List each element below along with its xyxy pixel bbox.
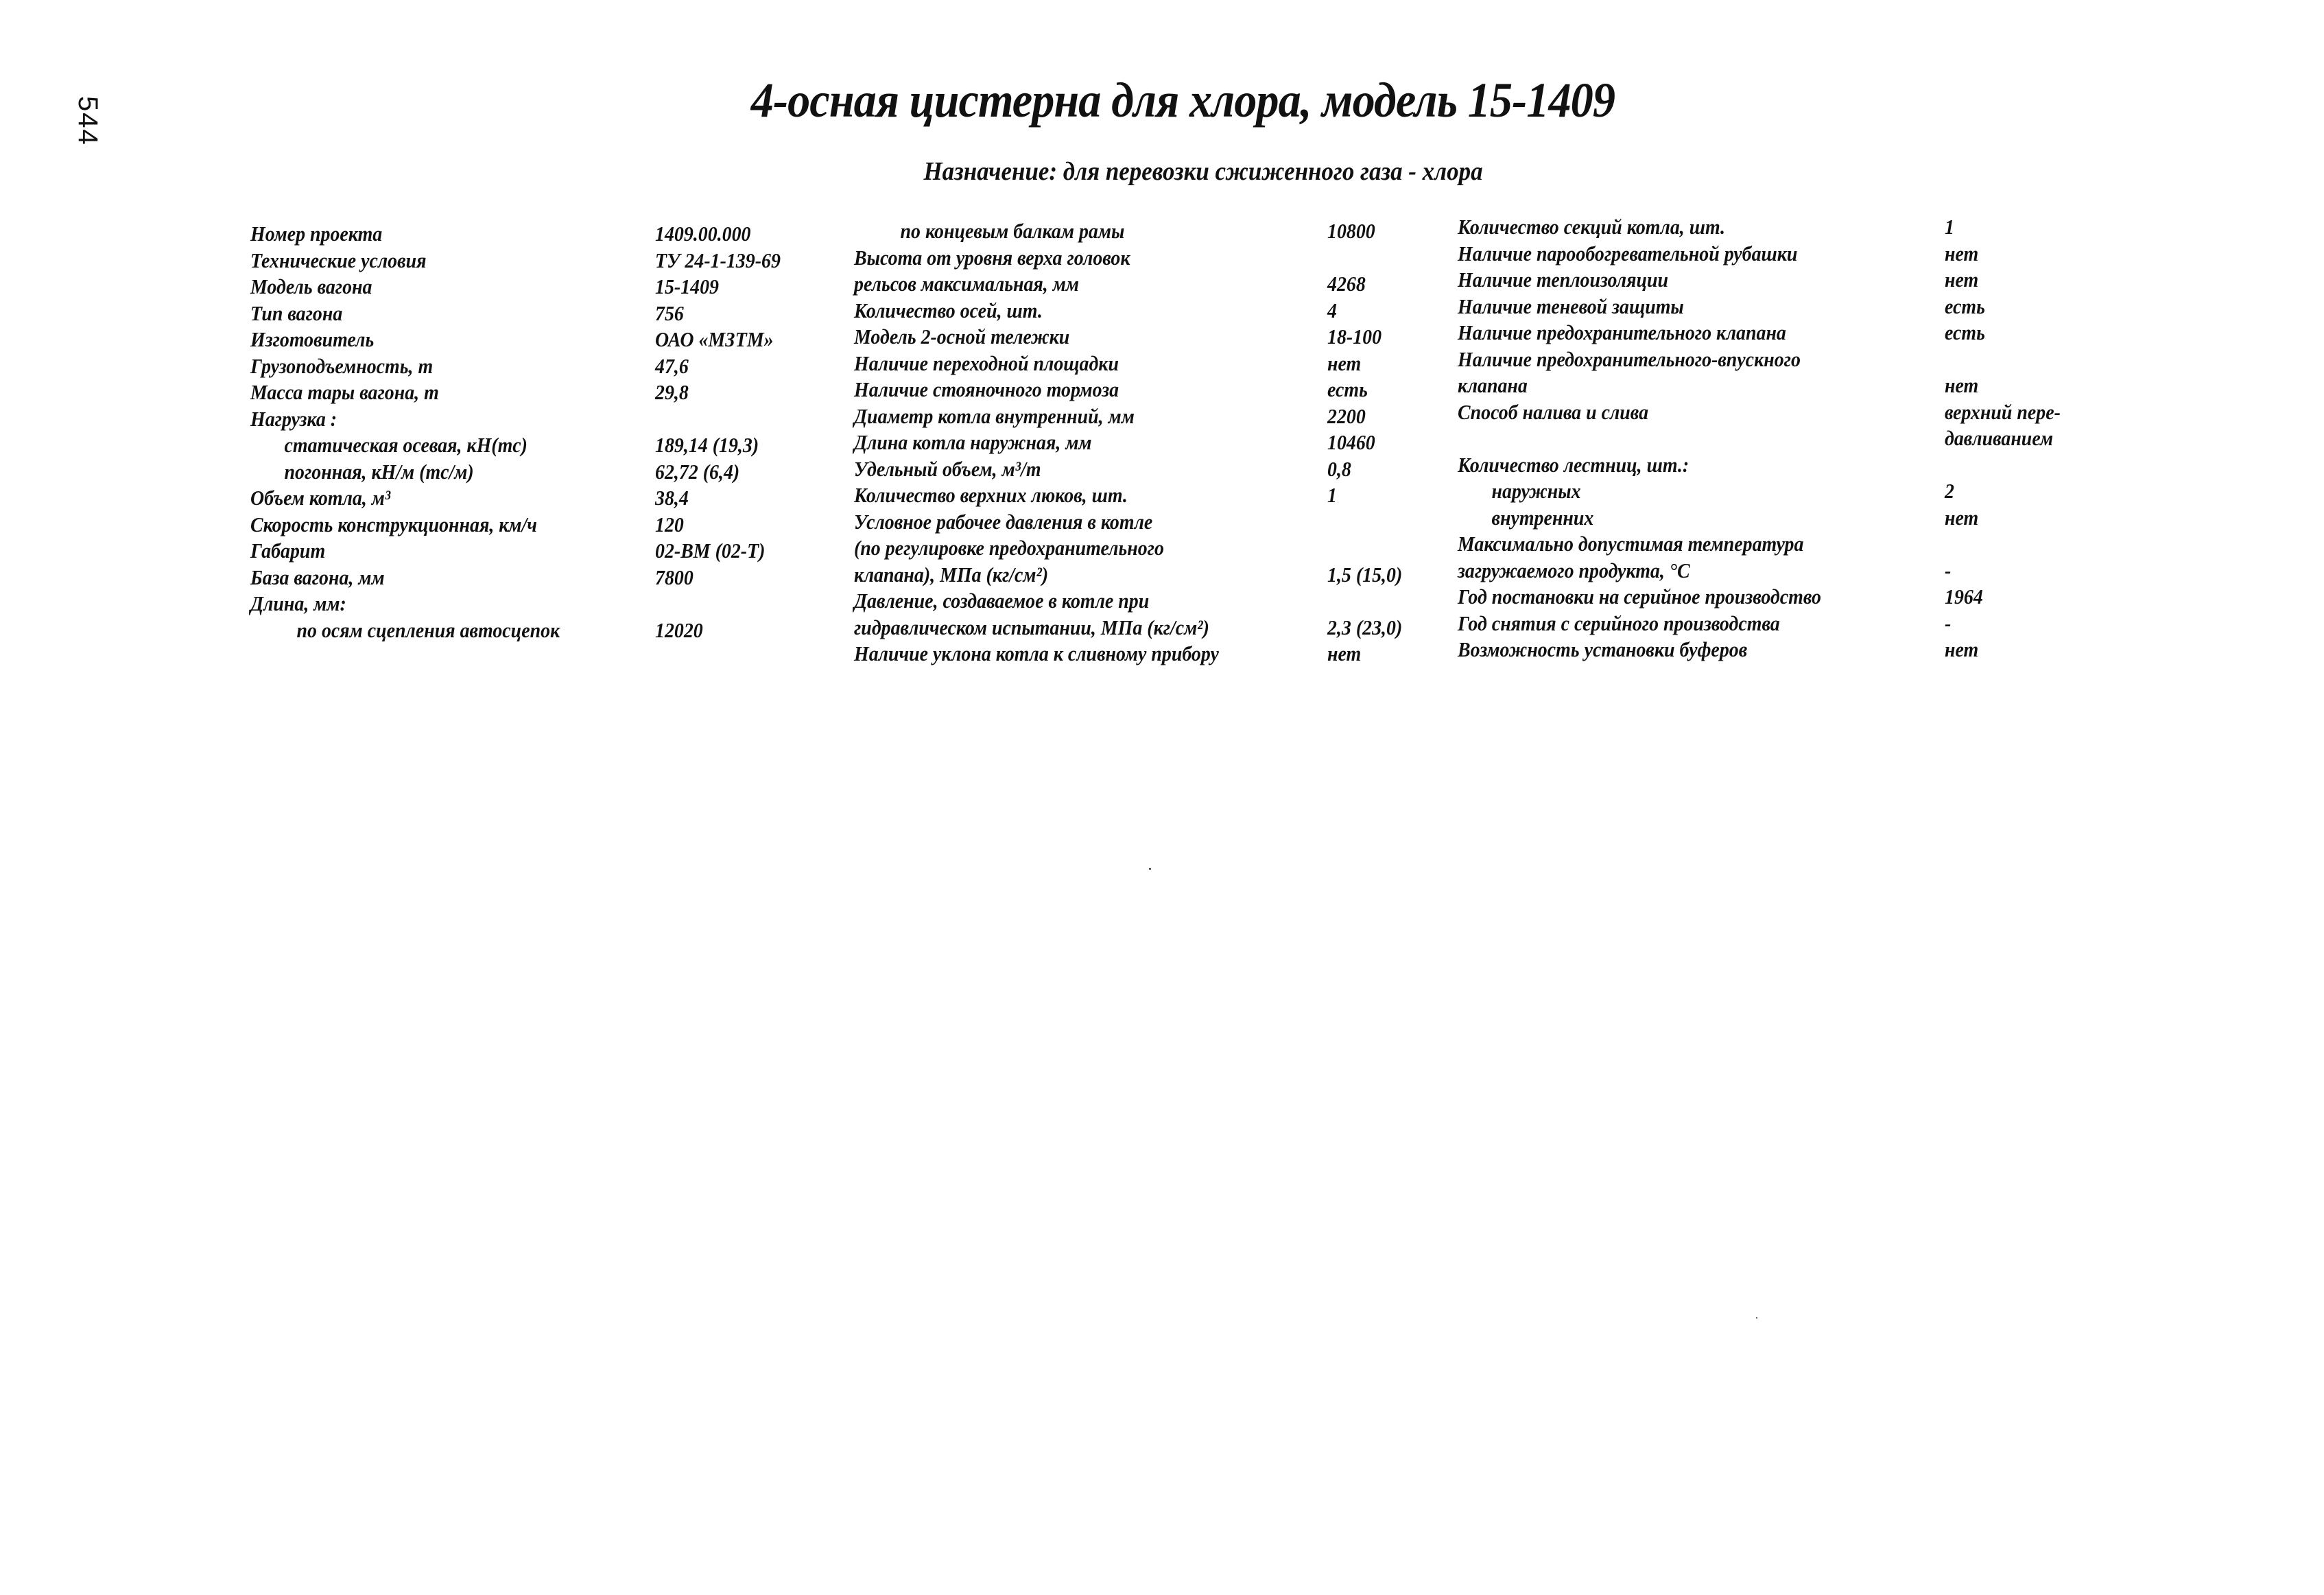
spec-label: Грузоподъемность, т bbox=[250, 353, 434, 378]
spec-value: 189,14 (19,3) bbox=[655, 433, 759, 457]
spec-row bbox=[250, 353, 868, 380]
spec-row bbox=[250, 617, 868, 644]
spec-column-1 bbox=[250, 221, 868, 643]
spec-value: 62,72 (6,4) bbox=[655, 459, 740, 484]
spec-label: Длина, мм: bbox=[250, 591, 346, 615]
spec-label: Наличие теплоизоляции bbox=[1458, 268, 1669, 292]
spec-label: Количество верхних люков, шт. bbox=[854, 483, 1128, 507]
scan-speck bbox=[1149, 868, 1151, 870]
spec-value: 4 bbox=[1327, 298, 1337, 322]
spec-row bbox=[250, 591, 868, 617]
spec-row bbox=[854, 351, 1471, 377]
spec-label: гидравлическом испытании, МПа (кг/см²) bbox=[854, 615, 1209, 639]
spec-value: 10460 bbox=[1327, 430, 1375, 454]
spec-label: Тип вагона bbox=[250, 300, 343, 325]
spec-row bbox=[1458, 214, 2144, 241]
spec-label: Условное рабочее давления в котле bbox=[854, 509, 1153, 534]
spec-value: 15-1409 bbox=[655, 274, 719, 298]
spec-value: 1,5 (15,0) bbox=[1327, 562, 1403, 587]
spec-row bbox=[250, 248, 868, 274]
spec-label: Скорость конструкционная, км/ч bbox=[250, 512, 537, 536]
spec-row bbox=[1458, 611, 2144, 637]
spec-label: База вагона, мм bbox=[250, 565, 385, 589]
spec-value: 0,8 bbox=[1327, 456, 1351, 481]
spec-row bbox=[854, 324, 1471, 351]
spec-column-3 bbox=[1458, 214, 2144, 663]
spec-label: Изготовитель bbox=[250, 327, 375, 351]
spec-value: давливанием bbox=[1945, 426, 2054, 450]
spec-row bbox=[854, 429, 1471, 456]
spec-row bbox=[1458, 346, 2144, 373]
spec-row bbox=[1458, 452, 2144, 479]
spec-value: нет bbox=[1327, 351, 1362, 375]
spec-row bbox=[250, 459, 868, 486]
spec-value: нет bbox=[1945, 505, 1979, 530]
spec-value: верхний пере- bbox=[1945, 399, 2061, 424]
spec-label: Максимально допустимая температура bbox=[1458, 532, 1804, 556]
spec-value: 756 bbox=[655, 300, 684, 325]
spec-label: Модель 2-осной тележки bbox=[854, 324, 1070, 348]
spec-label: клапана), МПа (кг/см²) bbox=[854, 562, 1049, 587]
spec-label: (по регулировке предохранительного bbox=[854, 536, 1164, 560]
spec-value: есть bbox=[1945, 294, 1985, 318]
document-subtitle: Назначение: для перевозки сжиженного газа - хлора bbox=[923, 157, 1483, 186]
spec-value: нет bbox=[1945, 637, 1979, 661]
spec-row bbox=[854, 562, 1471, 589]
spec-row bbox=[250, 485, 868, 512]
spec-row bbox=[250, 300, 868, 327]
spec-value: 38,4 bbox=[655, 486, 689, 510]
spec-row bbox=[1458, 373, 2144, 399]
spec-row bbox=[250, 221, 868, 248]
spec-label: Масса тары вагона, т bbox=[250, 380, 439, 404]
spec-row bbox=[250, 406, 868, 433]
spec-row bbox=[854, 641, 1471, 667]
spec-value: 1964 bbox=[1945, 584, 1983, 609]
spec-value: 2,3 (23,0) bbox=[1327, 615, 1403, 639]
spec-row bbox=[854, 456, 1471, 483]
spec-value: 29,8 bbox=[655, 380, 689, 404]
spec-value: нет bbox=[1327, 641, 1362, 665]
spec-value: нет bbox=[1945, 373, 1979, 397]
spec-row bbox=[1458, 505, 2144, 532]
spec-row bbox=[1458, 241, 2144, 268]
spec-value: 1 bbox=[1945, 215, 1954, 239]
spec-label: Удельный объем, м³/т bbox=[854, 456, 1041, 481]
spec-label: Наличие стояночного тормоза bbox=[854, 377, 1119, 401]
spec-row bbox=[1458, 531, 2144, 558]
spec-value: нет bbox=[1945, 268, 1979, 292]
spec-row bbox=[1458, 399, 2144, 426]
spec-row bbox=[854, 403, 1471, 430]
spec-label: Объем котла, м³ bbox=[250, 486, 391, 510]
spec-label: Модель вагона bbox=[250, 274, 372, 298]
spec-row bbox=[854, 535, 1471, 562]
spec-row bbox=[1458, 320, 2144, 346]
spec-value: - bbox=[1945, 611, 1952, 635]
spec-row bbox=[854, 615, 1471, 641]
spec-label: Нагрузка : bbox=[250, 406, 337, 431]
spec-row bbox=[1458, 294, 2144, 320]
spec-label: Длина котла наружная, мм bbox=[854, 430, 1092, 454]
spec-label: Наличие парообогревательной рубашки bbox=[1458, 241, 1798, 265]
spec-label: загружаемого продукта, °С bbox=[1458, 558, 1690, 582]
spec-label: Наличие предохранительного клапана bbox=[1458, 320, 1786, 344]
spec-label: Количество лестниц, шт.: bbox=[1458, 452, 1689, 477]
spec-value: ТУ 24-1-139-69 bbox=[655, 248, 781, 272]
document-title: 4-осная цистерна для хлора, модель 15-1409 bbox=[750, 73, 1615, 128]
spec-label: Год постановки на серийное производство bbox=[1458, 584, 1821, 609]
spec-row bbox=[250, 538, 868, 565]
spec-row bbox=[1458, 637, 2144, 663]
spec-label: Высота от уровня верха головок bbox=[854, 245, 1130, 270]
spec-row bbox=[250, 379, 868, 406]
spec-label: Технические условия bbox=[250, 248, 427, 272]
spec-label: по концевым балкам рамы bbox=[900, 219, 1125, 243]
spec-row bbox=[1458, 478, 2144, 505]
spec-value: 1 bbox=[1327, 483, 1337, 507]
spec-value: 47,6 bbox=[655, 353, 689, 378]
spec-label: Диаметр котла внутренний, мм bbox=[854, 403, 1135, 428]
spec-row bbox=[250, 432, 868, 459]
spec-row bbox=[854, 377, 1471, 403]
spec-label: Наличие теневой защиты bbox=[1458, 294, 1684, 318]
spec-column-2 bbox=[854, 218, 1471, 667]
spec-label: Наличие предохранительного-впускного bbox=[1458, 346, 1801, 371]
spec-value: - bbox=[1945, 558, 1952, 582]
spec-value: 10800 bbox=[1327, 219, 1375, 243]
spec-label: клапана bbox=[1458, 373, 1528, 397]
spec-value: 12020 bbox=[655, 617, 703, 642]
spec-label: статическая осевая, кН(тс) bbox=[284, 433, 527, 457]
spec-label: Количество секций котла, шт. bbox=[1458, 215, 1725, 239]
spec-row bbox=[854, 218, 1471, 245]
spec-row bbox=[250, 327, 868, 353]
spec-value: 1409.00.000 bbox=[655, 222, 751, 246]
spec-row bbox=[250, 274, 868, 300]
spec-label: Габарит bbox=[250, 539, 326, 563]
spec-row bbox=[1458, 267, 2144, 294]
page-number: 544 bbox=[73, 96, 103, 146]
scan-speck bbox=[1756, 1317, 1757, 1319]
spec-label: Способ налива и слива bbox=[1458, 399, 1649, 424]
spec-label: погонная, кН/м (тс/м) bbox=[284, 459, 474, 484]
spec-label: Наличие уклона котла к сливному прибору bbox=[854, 641, 1219, 665]
spec-value: 2200 bbox=[1327, 403, 1366, 428]
spec-row bbox=[1458, 584, 2144, 611]
spec-row bbox=[250, 512, 868, 539]
spec-value: есть bbox=[1327, 377, 1368, 401]
spec-label: Номер проекта bbox=[250, 222, 383, 246]
spec-label: по осям сцепления автосцепок bbox=[296, 617, 560, 642]
spec-label: Возможность установки буферов bbox=[1458, 637, 1748, 661]
spec-value: ОАО «МЗТМ» bbox=[655, 327, 774, 351]
spec-label: рельсов максимальная, мм bbox=[854, 272, 1079, 296]
spec-value: есть bbox=[1945, 320, 1985, 344]
spec-label: Количество осей, шт. bbox=[854, 298, 1043, 322]
spec-row bbox=[1458, 558, 2144, 584]
spec-value: нет bbox=[1945, 241, 1979, 265]
spec-label: Год снятия с серийного производства bbox=[1458, 611, 1780, 635]
spec-value: 4268 bbox=[1327, 272, 1366, 296]
spec-row bbox=[250, 565, 868, 591]
spec-label: Наличие переходной площадки bbox=[854, 351, 1119, 375]
spec-value: 2 bbox=[1945, 479, 1954, 503]
spec-row bbox=[854, 588, 1471, 615]
spec-row bbox=[854, 482, 1471, 509]
spec-row bbox=[1458, 425, 2144, 452]
spec-value: 120 bbox=[655, 512, 684, 536]
spec-value: 02-ВМ (02-Т) bbox=[655, 539, 766, 563]
spec-row bbox=[854, 298, 1471, 324]
spec-label: внутренних bbox=[1491, 505, 1594, 530]
spec-row bbox=[854, 271, 1471, 298]
spec-row bbox=[854, 245, 1471, 272]
spec-label: Давление, создаваемое в котле при bbox=[854, 589, 1150, 613]
spec-value: 7800 bbox=[655, 565, 693, 589]
spec-label: наружных bbox=[1491, 479, 1581, 503]
spec-row bbox=[854, 509, 1471, 536]
spec-value: 18-100 bbox=[1327, 324, 1382, 348]
